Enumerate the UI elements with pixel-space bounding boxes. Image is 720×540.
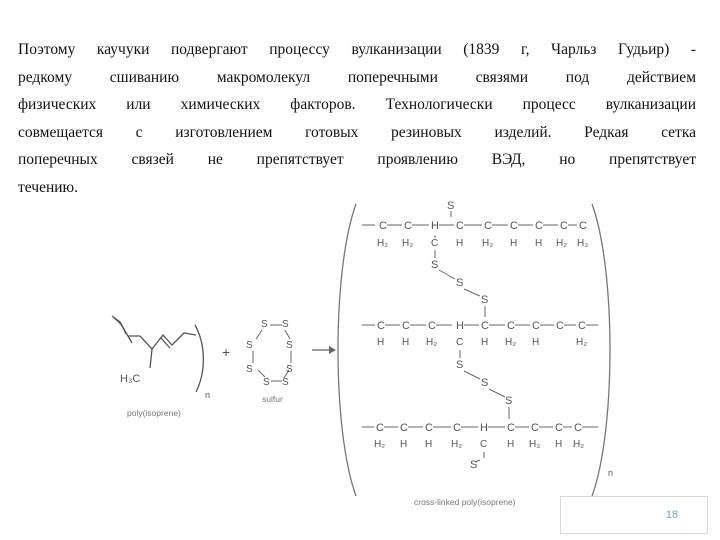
repeat-n-left: n [205, 390, 211, 400]
chain-2 [377, 320, 587, 348]
poly-isoprene-caption: poly(isoprene) [127, 408, 181, 418]
text-line: течению. [18, 178, 78, 196]
chain-h: H [481, 337, 489, 348]
ring-s: S [246, 364, 253, 375]
methyl-bond [150, 349, 152, 368]
sulfur-ring [246, 319, 293, 388]
chain-atom: C [507, 422, 515, 434]
plus-sign: + [222, 344, 231, 360]
chain-h: H₂ [573, 439, 585, 450]
product-left-bracket [338, 204, 356, 496]
chain-atom: C [531, 422, 539, 434]
chain-atom: C [507, 320, 515, 332]
bond-line [464, 289, 480, 296]
left-bracket [112, 316, 132, 343]
chain-atom: C [453, 422, 461, 434]
chain-atom: C [555, 422, 563, 434]
chain-atom: C [377, 320, 385, 332]
ring-s: S [261, 319, 268, 330]
chain-h: H₃ [529, 439, 541, 450]
chain-h: H [400, 439, 408, 450]
ring-s: S [286, 364, 293, 375]
chain-3 [374, 422, 584, 450]
chain-atom: C [376, 422, 384, 434]
product-caption: cross-linked poly(isoprene) [414, 497, 516, 507]
bridge-s: S [481, 294, 489, 306]
ring-s: S [282, 319, 289, 330]
ring-s: S [282, 377, 289, 388]
bridge-s: S [456, 359, 464, 371]
chain-atom: C [425, 422, 433, 434]
bond-line [489, 389, 505, 397]
bond-line [464, 371, 480, 379]
chain-atom: C [400, 422, 408, 434]
page-number-frame [560, 496, 708, 534]
chain-atom: C [456, 220, 464, 232]
chain-h: H [402, 337, 410, 348]
chain-atom: C [574, 422, 582, 434]
chain-h: H [532, 337, 540, 348]
chain-atom: C [379, 220, 387, 232]
text-line: физических или химических факторов. Технологически процесс вулканизации [18, 96, 696, 114]
chain-h: H₂ [374, 439, 386, 450]
chain-atom: H [480, 422, 488, 434]
chain-atom: C [484, 220, 492, 232]
text-line: поперечных связей не препятствует проявлению ВЭД, но препятствует [18, 151, 696, 169]
double-bond [161, 338, 170, 348]
text-line: Поэтому каучуки подвергают процессу вулканизации (1839 г, Чарльз Гудьир) - [18, 41, 696, 58]
reaction-arrow [312, 346, 336, 354]
chain-h: H₂ [505, 337, 517, 348]
chain-atom: C [404, 220, 412, 232]
bridge-s: S [456, 277, 464, 289]
chain-atom: C [532, 320, 540, 332]
chain-h: H₂ [426, 337, 438, 348]
chain-h: H [377, 337, 385, 348]
chain-h: H [507, 439, 515, 450]
product-right-bracket [592, 204, 610, 496]
chain-atom: C [431, 238, 439, 249]
chain-h: H [510, 238, 518, 249]
chain-atom: C [402, 320, 410, 332]
chain-atom: C [456, 337, 464, 348]
chain-1 [377, 220, 588, 249]
chain-h: H₂ [556, 238, 568, 249]
chain-h: H₂ [377, 238, 389, 249]
chain-h: H [425, 439, 433, 450]
bond-line [439, 270, 455, 279]
chain-h: H₂ [451, 439, 463, 450]
text-line: совмещается с изготовлением готовых резиновых изделий. Редкая сетка [18, 123, 696, 141]
sulfur-caption: sulfur [262, 394, 283, 404]
ring-s: S [246, 340, 253, 351]
ring-s: S [263, 377, 270, 388]
chain-h: H₂ [482, 238, 494, 249]
bridge-s: S [505, 395, 513, 407]
chain-atom: C [480, 439, 488, 450]
chain-h: H₃ [577, 238, 589, 249]
bridge-s: S [481, 377, 489, 389]
chain-atom: C [481, 320, 489, 332]
methyl-label: H₃C [120, 373, 141, 385]
chain-atom: C [510, 220, 518, 232]
page-number: 18 [665, 509, 679, 521]
chain-atom: C [428, 320, 436, 332]
bridge-s: S [470, 459, 478, 471]
chain-atom: C [556, 320, 564, 332]
bridge-s: S [447, 200, 455, 212]
sulfur-bridges [431, 200, 515, 471]
chain-h: H [535, 238, 543, 249]
chain-h: H [555, 439, 563, 450]
chain-atom: H [431, 220, 439, 232]
isoprene-backbone [128, 333, 196, 349]
repeat-n-right: n [608, 468, 614, 478]
chain-h: H [456, 238, 464, 249]
chain-atom: C [579, 220, 587, 232]
chain-h: H₂ [576, 337, 588, 348]
chain-atom: C [578, 320, 586, 332]
right-bracket [195, 325, 203, 392]
ring-s: S [286, 340, 293, 351]
bridge-s: S [431, 259, 439, 271]
text-line: редкому сшиванию макромолекул поперечными связями под действием [18, 68, 696, 86]
chain-atom: H [456, 320, 464, 332]
chain-atom: C [560, 220, 568, 232]
chain-h: H₂ [402, 238, 414, 249]
chain-atom: C [535, 220, 543, 232]
